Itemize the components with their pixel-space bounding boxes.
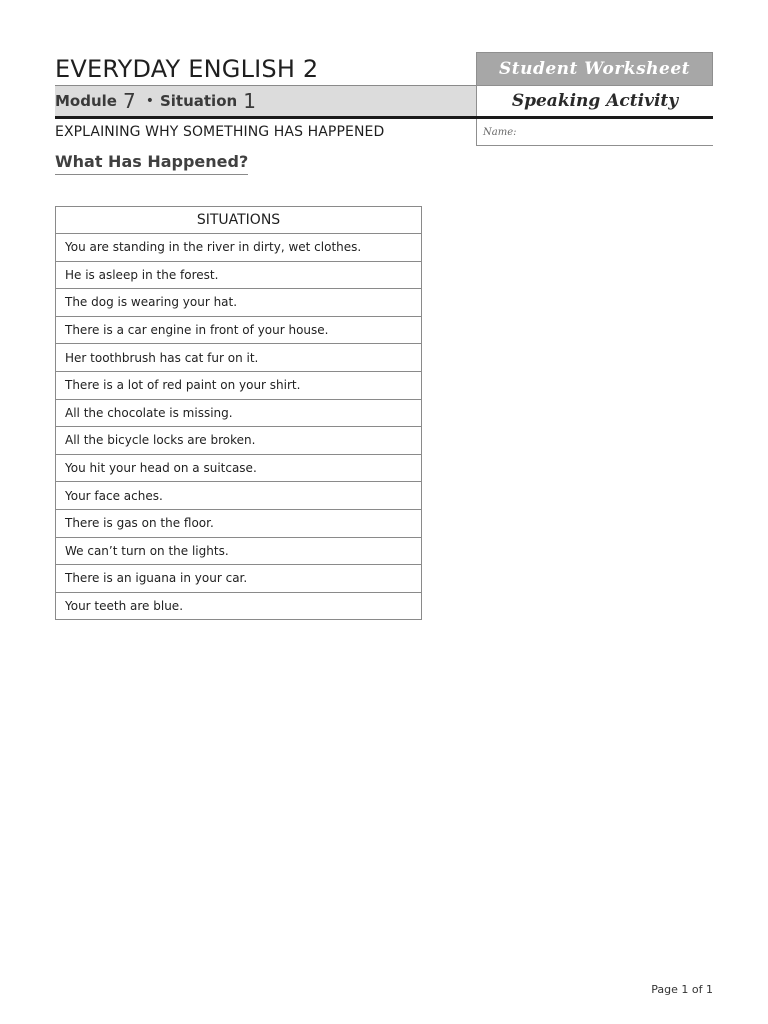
situation-cell: The dog is wearing your hat.	[56, 289, 422, 317]
section-subtitle: EXPLAINING WHY SOMETHING HAS HAPPENED	[55, 124, 385, 140]
table-row	[56, 371, 422, 399]
activity-heading: What Has Happened?	[55, 152, 248, 175]
table-header: SITUATIONS	[56, 207, 422, 234]
table-row	[56, 482, 422, 510]
situations-table	[55, 206, 422, 620]
situation-cell: There is gas on the floor.	[56, 509, 422, 537]
student-worksheet-banner: Student Worksheet	[476, 52, 713, 86]
module-bar	[55, 86, 476, 116]
table-row	[56, 316, 422, 344]
situation-cell: You are standing in the river in dirty, wet clothes.	[56, 234, 422, 262]
situation-cell: He is asleep in the forest.	[56, 261, 422, 289]
table-row	[56, 509, 422, 537]
situation-cell: Your face aches.	[56, 482, 422, 510]
situation-number: 1	[243, 89, 256, 113]
situation-cell: You hit your head on a suitcase.	[56, 454, 422, 482]
module-label: Module	[55, 92, 117, 110]
situation-cell: There is a lot of red paint on your shirt.	[56, 371, 422, 399]
bullet-separator: •	[145, 93, 154, 109]
name-label: Name:	[483, 126, 517, 138]
table-row	[56, 427, 422, 455]
table-row	[56, 592, 422, 620]
table-row	[56, 289, 422, 317]
situation-cell: Her toothbrush has cat fur on it.	[56, 344, 422, 372]
situation-cell: All the bicycle locks are broken.	[56, 427, 422, 455]
name-field[interactable]	[476, 119, 713, 146]
table-row	[56, 234, 422, 262]
table-row	[56, 261, 422, 289]
table-row	[56, 399, 422, 427]
situation-cell: There is a car engine in front of your house.	[56, 316, 422, 344]
module-number: 7	[122, 89, 136, 113]
table-header-row	[56, 207, 422, 234]
table-row	[56, 454, 422, 482]
table-row	[56, 537, 422, 565]
situation-cell: There is an iguana in your car.	[56, 565, 422, 593]
table-row	[56, 565, 422, 593]
situation-label: Situation	[159, 92, 238, 110]
situation-cell: All the chocolate is missing.	[56, 399, 422, 427]
situation-cell: Your teeth are blue.	[56, 592, 422, 620]
situation-cell: We can’t turn on the lights.	[56, 537, 422, 565]
table-row	[56, 344, 422, 372]
document-title: EVERYDAY ENGLISH 2	[55, 55, 319, 83]
page-number: Page 1 of 1	[651, 983, 713, 996]
speaking-activity-label: Speaking Activity	[476, 86, 713, 116]
